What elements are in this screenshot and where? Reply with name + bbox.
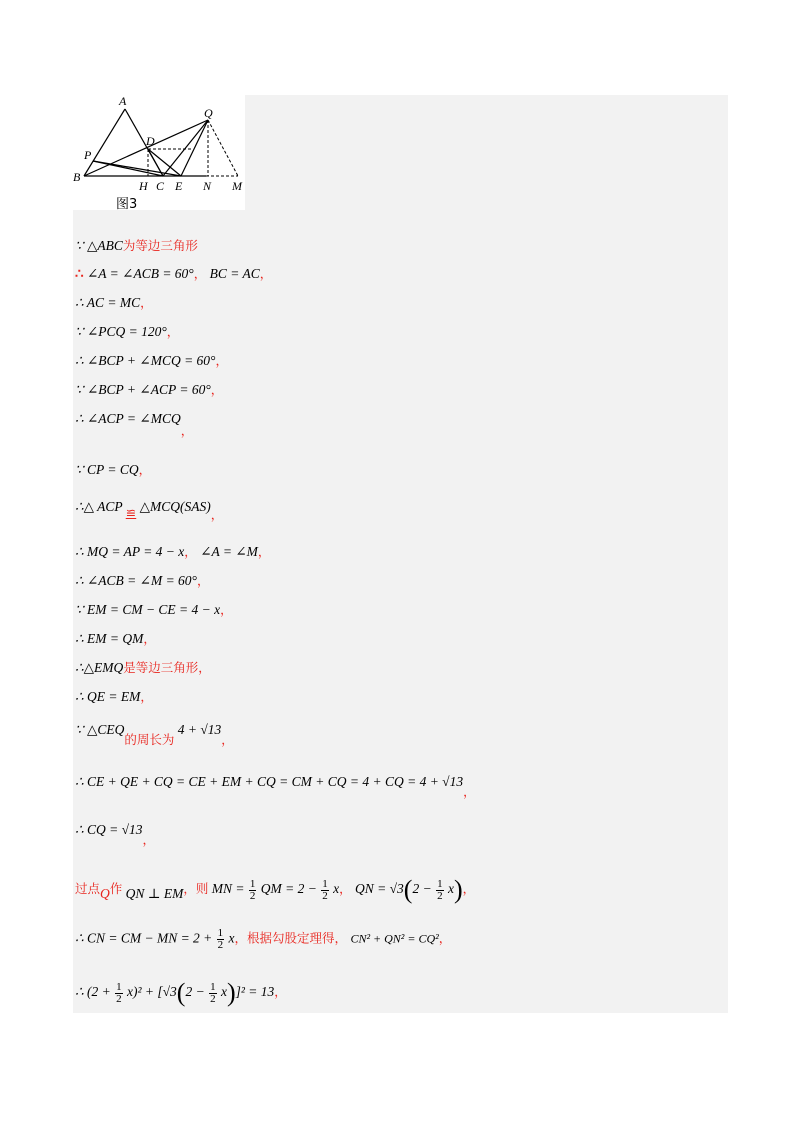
line-5: ∴ ∠BCP + ∠MCQ = 60°， [75,353,228,368]
label-B: B [73,170,81,184]
line-12: ∵ EM = CM − CE = 4 − x， [75,602,233,617]
line-10: ∴ MQ = AP = 4 − x， ∠A = ∠M， [75,544,271,559]
line-13: ∴ EM = QM， [75,631,156,646]
geometry-figure [73,95,245,210]
label-P: P [84,148,92,162]
figure-caption: 图3 [116,197,138,212]
figure-diagram [73,95,245,210]
line-2: ∴ ∠A = ∠ACB = 60°， BC = AC， [75,266,273,281]
label-M: M [232,179,242,193]
fraction: $\frac{1}{2}$ [217,927,224,951]
line-18: ∴ CQ = √13， [75,822,156,847]
fraction: $\frac{1}{2}$ [249,877,256,902]
label-A: A [119,95,127,108]
label-E: E [175,179,183,193]
line-9: ∴△ ACP ≌ △MCQ(SAS)， [75,499,224,522]
line-7: ∴ ∠ACP = ∠MCQ， [75,411,194,438]
line-16: ∵ △CEQ的周长为 4 + √13， [75,722,234,747]
label-N: N [203,179,212,193]
line-14: ∴△EMQ是等边三角形， [75,660,211,675]
line-1: ∵ △ABC为等边三角形 [75,238,198,253]
line-3: ∴ AC = MC， [75,295,153,310]
label-D: D [146,134,155,148]
label-C: C [156,179,165,193]
line-6: ∵ ∠BCP + ∠ACP = 60°， [75,382,224,397]
line-19: 过点Q作 QN ⊥ EM，则 MN = $\frac{1}{2}$ QM = 2 − $\frac{1}{2}$ x， QN = √3(2 − $\frac{1}{2}$ x)， [75,875,476,904]
line-8: ∵ CP = CQ， [75,462,152,477]
fraction: $\frac{1}{2}$ [437,877,443,902]
fraction: $\frac{1}{2}$ [210,980,216,1005]
line-11: ∴ ∠ACB = ∠M = 60°， [75,573,210,588]
label-H: H [139,179,148,193]
line-15: ∴ QE = EM， [75,689,153,704]
label-Q: Q [204,106,213,120]
line-4: ∵ ∠PCQ = 120°， [75,324,180,339]
fraction: $\frac{1}{2}$ [322,877,328,902]
line-21: ∴ (2 + $\frac{1}{2}$ x)² + [√3(2 − $\frac{1}{2}$ x)]² = 13， [75,978,287,1007]
line-20: ∴ CN = CM − MN = 2 + $\frac{1}{2}$ x，根据勾股定理得， CN² + QN² = CQ²， [75,927,452,951]
line-17: ∴ CE + QE + CQ = CE + EM + CQ = CM + CQ = 4 + CQ = 4 + √13， [75,774,476,799]
fraction: $\frac{1}{2}$ [116,980,122,1005]
